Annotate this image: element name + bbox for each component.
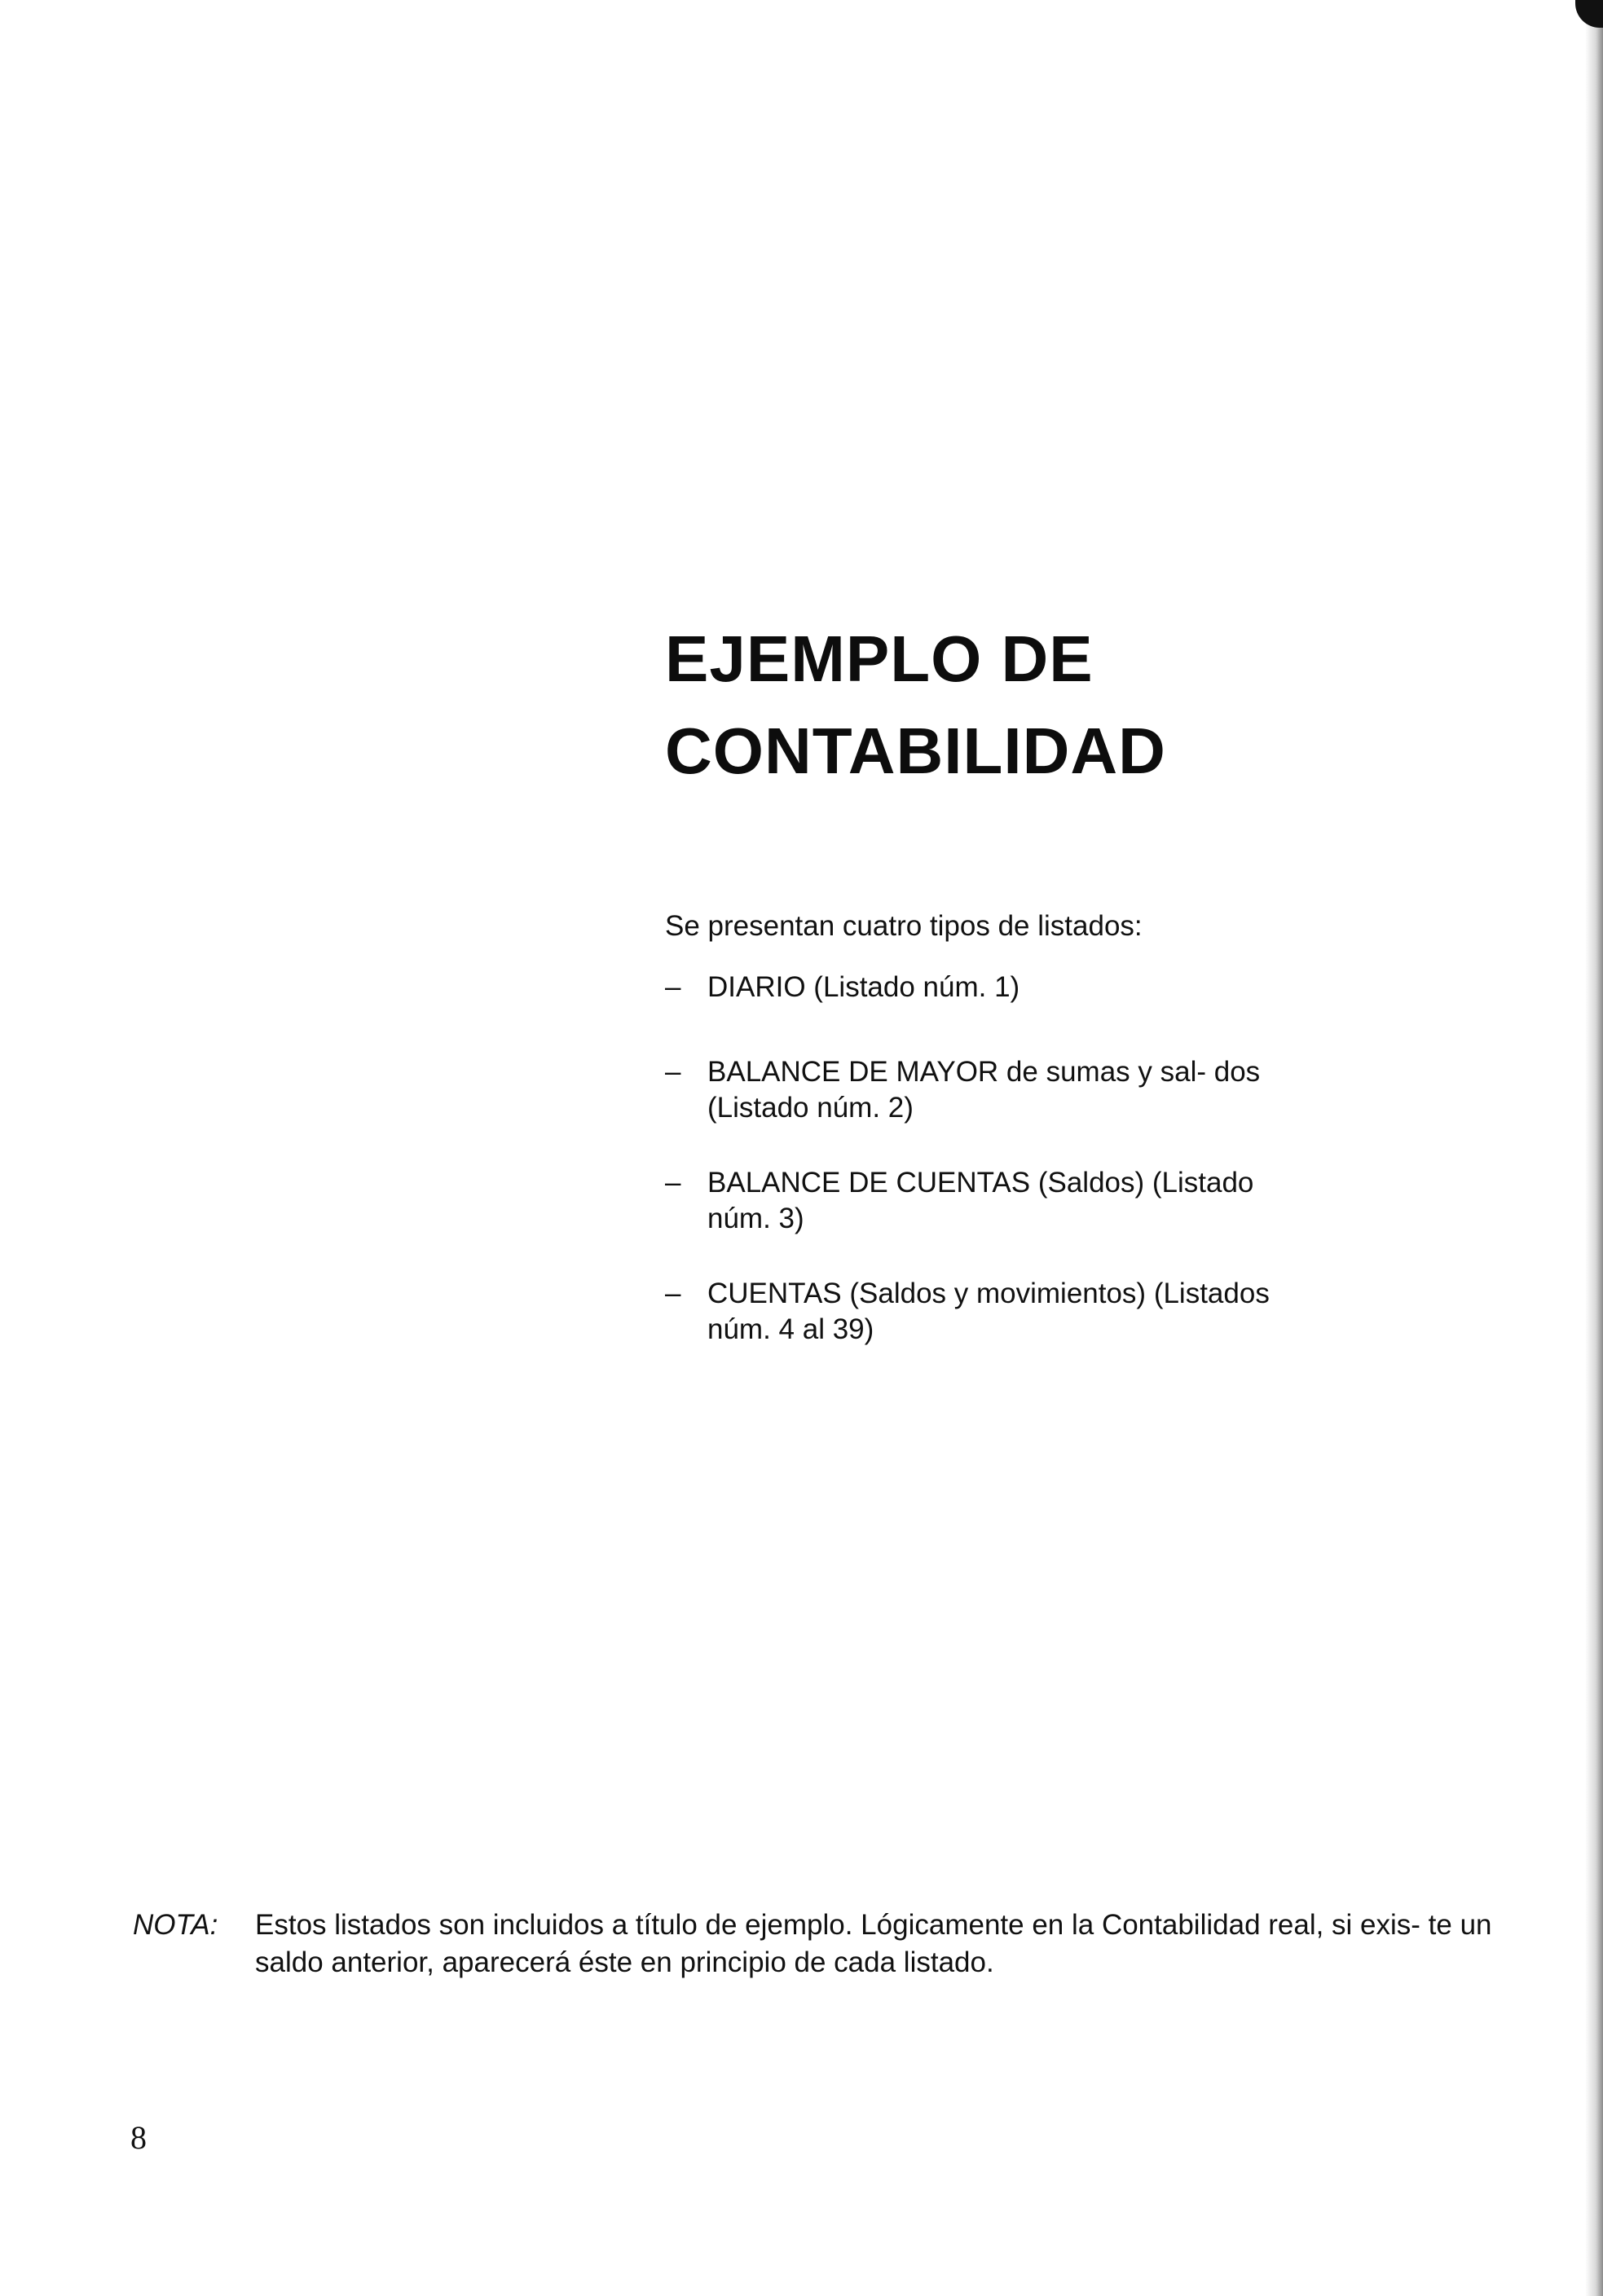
dash-marker: – [665, 1278, 681, 1309]
note-block [133, 1907, 1518, 1982]
list-item-text: BALANCE DE MAYOR de sumas y sal- dos (Listado núm. 2) [707, 1056, 1261, 1124]
dash-marker: – [665, 1167, 681, 1199]
list-item-text: DIARIO (Listado núm. 1) [707, 971, 1020, 1003]
list-item [665, 1276, 1284, 1348]
page-corner-mark [1575, 0, 1603, 28]
list-item-text: BALANCE DE CUENTAS (Saldos) (Listado núm. 3) [707, 1167, 1254, 1234]
list-item [665, 970, 1284, 1005]
title-line-1: EJEMPLO DE [665, 622, 1094, 695]
note-label: NOTA: [133, 1909, 218, 1941]
intro-text: Se presentan cuatro tipos de listados: [665, 910, 1143, 942]
list-item [665, 1054, 1284, 1126]
dash-marker: – [665, 1056, 681, 1088]
dash-marker: – [665, 971, 681, 1003]
list-item [665, 1165, 1284, 1237]
page-title [665, 613, 1166, 797]
page-edge-shadow [1585, 0, 1603, 2296]
page-number: 8 [130, 2119, 147, 2156]
listing-types-list [665, 970, 1284, 1392]
title-line-2: CONTABILIDAD [665, 715, 1166, 787]
list-item-text: CUENTAS (Saldos y movimientos) (Listados núm. 4 al 39) [707, 1278, 1270, 1345]
note-text: Estos listados son incluidos a título de ejemplo. Lógicamente en la Contabilidad real, si exis- te un saldo anterior, aparecerá éste en principio de cada listado. [255, 1909, 1492, 1978]
